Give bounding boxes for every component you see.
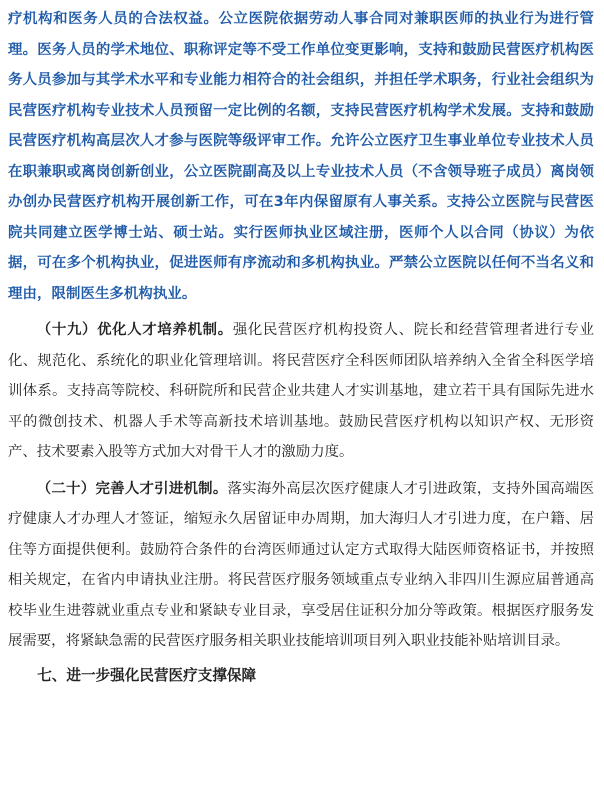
item-19-body: 强化民营医疗机构投资人、院长和经营管理者进行专业化、规范化、系统化的职业化管理培训。将民营医疗全科医师团队培养纳入全省全科医学培训体系。支持高等院校、科研院所和民营企业共建人才实训基地，建立若干具有国际先进水平的微创技术、机器人手术等高新技术培训基地。鼓励民营医疗机构以知识产权、无形资产、技术要素入股等方式加大对骨干人才的激励力度。	[8, 322, 594, 460]
item-20-title: （二十）完善人才引进机制。	[36, 480, 228, 497]
item-20-body: 落实海外高层次医疗健康人才引进政策，支持外国高端医疗健康人才办理人才签证，缩短永久居留证申办周期，加大海归人才引进力度，在户籍、居住等方面提供便利。鼓励符合条件的台湾医师通过认定方式取得大陆医师资格证书，并按照相关规定，在省内申请执业注册。将民营医疗服务领域重点专业纳入非四川生源应届普通高校毕业生进蓉就业重点专业和紧缺专业目录，享受居住证积分加分等政策。根据医疗服务发展需要，将紧缺急需的民营医疗服务相关职业技能培训项目列入职业技能补贴培训目录。	[8, 480, 594, 649]
item-20-paragraph	[8, 474, 594, 657]
section-7-heading: 七、进一步强化民营医疗支撑保障	[37, 666, 257, 684]
item-19-paragraph	[8, 315, 594, 468]
item-19-title: （十九）优化人才培养机制。	[36, 322, 233, 338]
highlighted-paragraph: 疗机构和医务人员的合法权益。公立医院依据劳动人事合同对兼职医师的执业行为进行管理。医务人员的学术地位、职称评定等不受工作单位变更影响，支持和鼓励民营医疗机构医务人员参加与其学术水平和专业能力相符合的社会组织，并担任学术职务，行业社会组织为民营医疗机构专业技术人员预留一定比例的名额，支持民营医疗机构学术发展。支持和鼓励民营医疗机构高层次人才参与医院等级评审工作。允许公立医疗卫生事业单位专业技术人员在职兼职或离岗创新创业，公立医院副高及以上专业技术人员（不含领导班子成员）离岗领办创办民营医疗机构开展创新工作，可在3年内保留原有人事关系。支持公立医院与民营医院共同建立医学博士站、硕士站。实行医师执业区域注册，医师个人以合同（协议）为依据，可在多个机构执业，促进医师有序流动和多机构执业。严禁公立医院以任何不当名义和理由，限制医生多机构执业。	[8, 11, 594, 302]
